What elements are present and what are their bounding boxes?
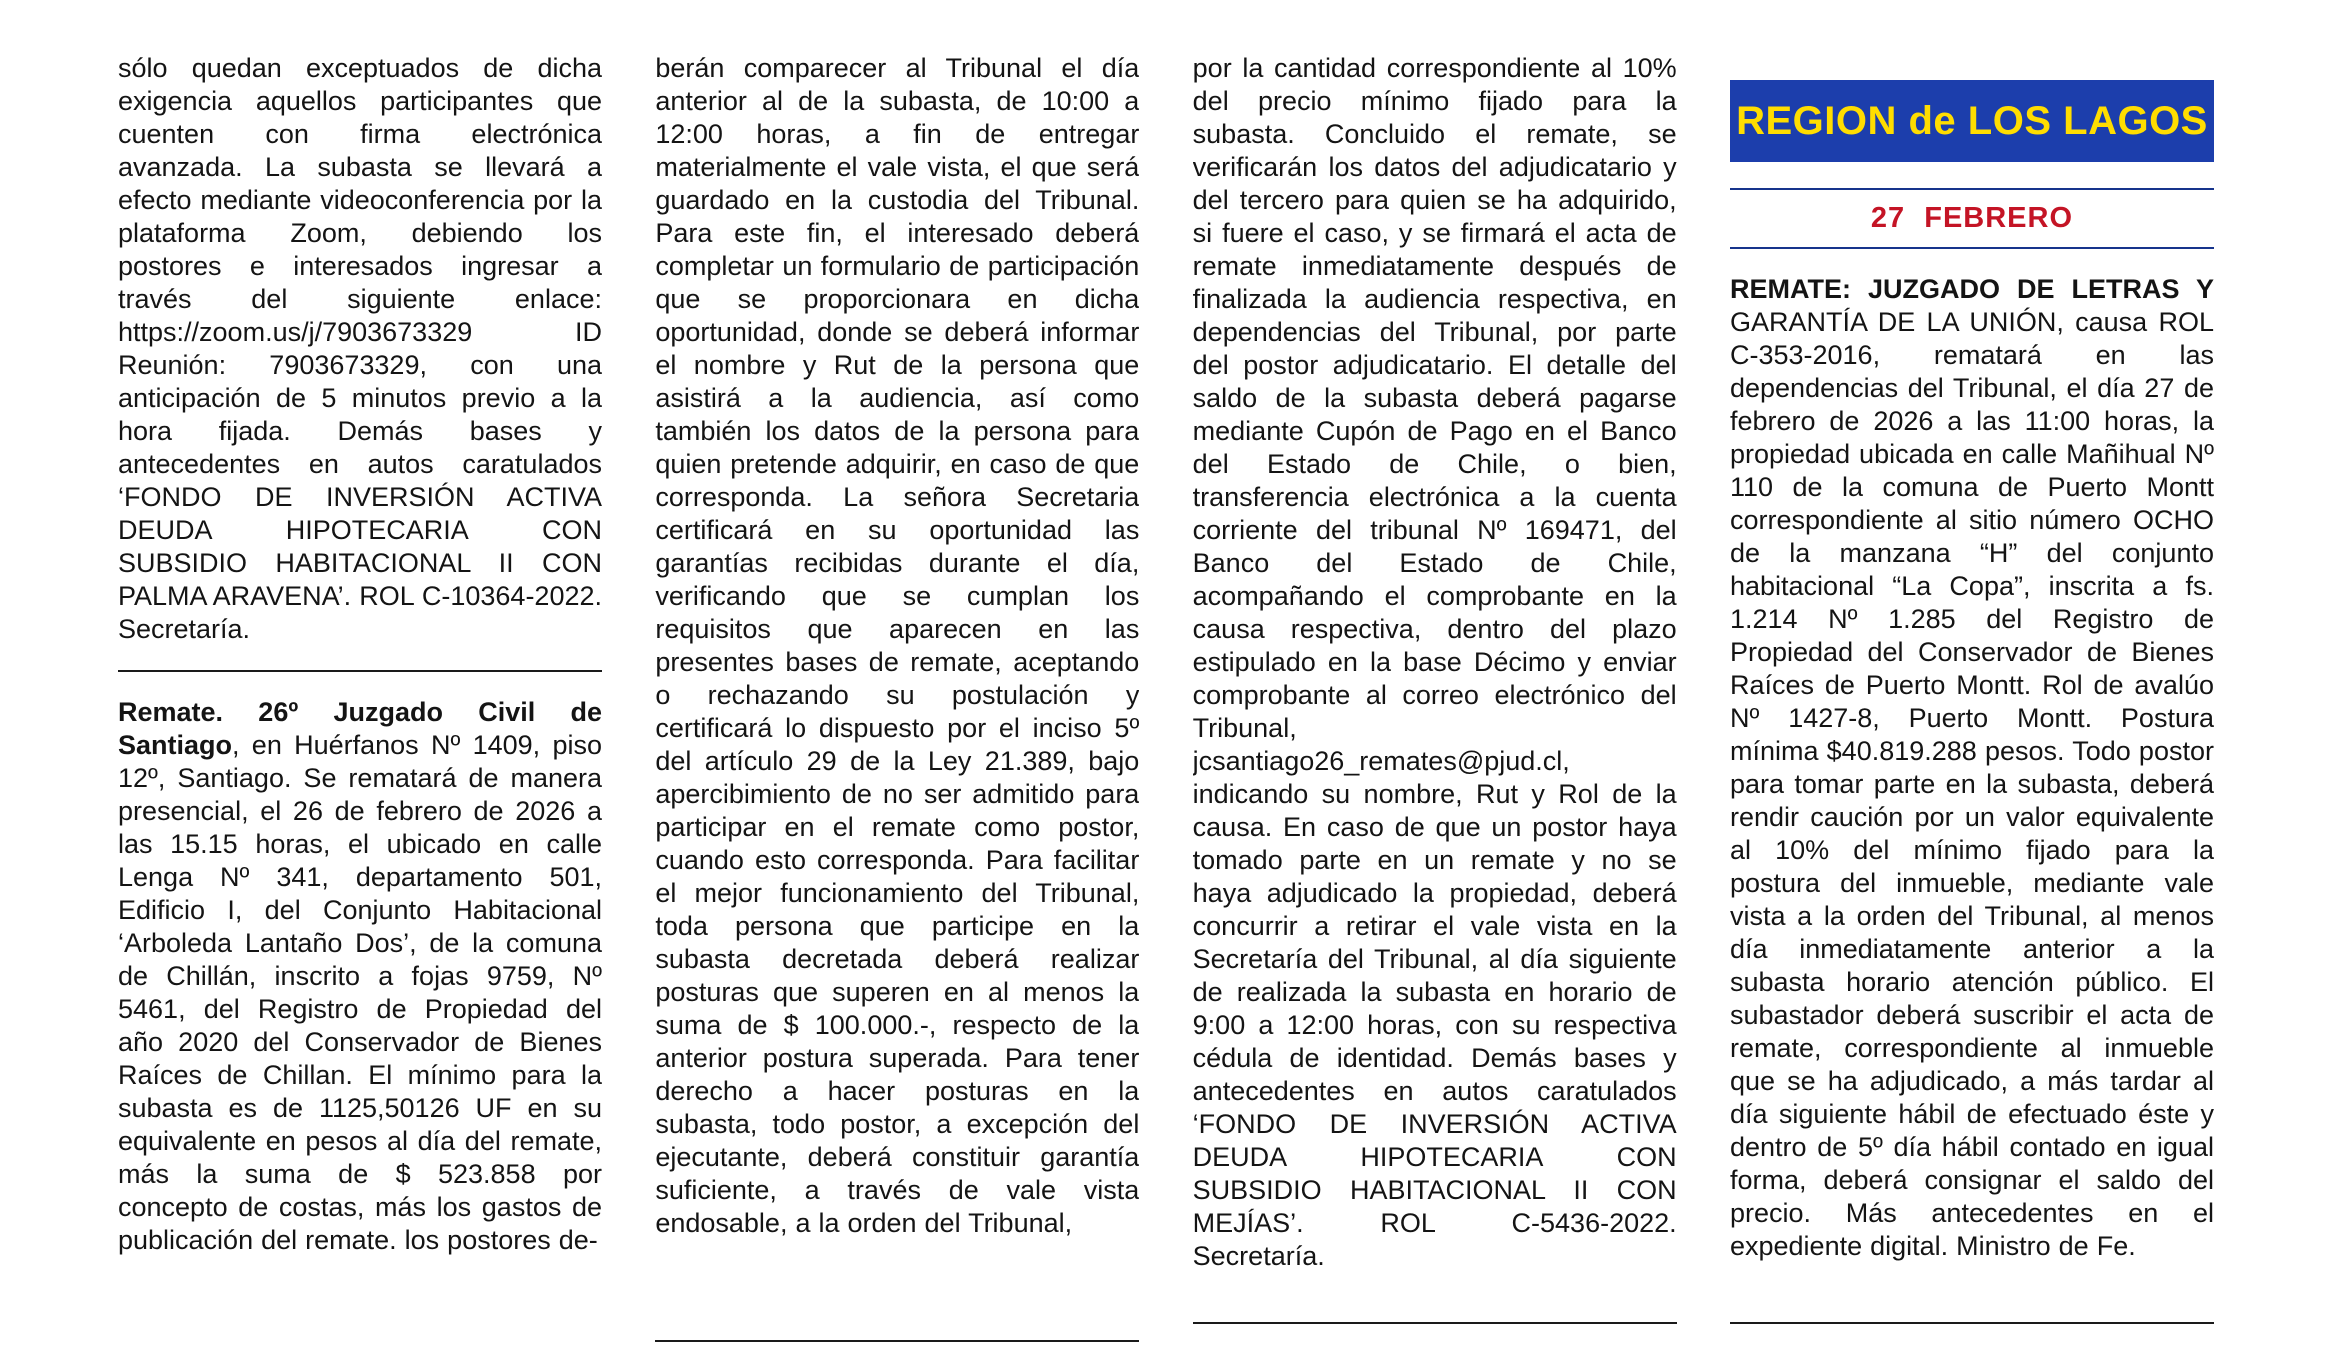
notice-body-text [655,52,1139,1240]
notice-body: berán comparecer al Tribunal el día anterior al de la subasta, de 10:00 a 12:00 horas, a fin de entregar materialmente el vale vista, el que será guardado en la custodia del Tribunal. Para este fin, el interesado deberá completar un formulario de participación que se proporcionara en dicha oportunidad, donde se deberá informar el nombre y Rut de la persona que asistirá a la audiencia, así como también los datos de la persona para quien pretende adquirir, en caso de que corresponda. La señora Secretaria certificará en su oportunidad las garantías recibidas durante el día, verificando que se cumplan los requisitos que aparecen en las presentes bases de remate, aceptando o rechazando su postulación y certificará lo dispuesto por el inciso 5º del artículo 29 de la Ley 21.389, bajo apercibimiento de no ser admitido para participar en el remate como postor, cuando esto corresponda. Para facilitar el mejor funcionamiento del Tribunal, toda persona que participe en la subasta decretada deberá realizar posturas que superen en al menos la suma de $ 100.000.-, respecto de la anterior postura superada. Para tener derecho a hacer posturas en la subasta, todo postor, a excepción del ejecutante, deberá constituir garantía suficiente, a través de vale vista endosable, a la orden del Tribunal, [655,53,1140,1238]
article-divider [118,670,602,672]
legal-notice-zoom-auction [118,52,602,646]
column-1 [118,52,602,1348]
legal-notice-continuation [1193,52,1677,1273]
notice-body-text [118,696,602,1257]
legal-notice-la-union [1730,273,2214,1263]
article-divider [655,1340,1139,1342]
article-divider [1730,1322,2214,1324]
notice-lead: Remate. 26º Juzgado Civil de Santiago [118,697,602,760]
column-4 [1730,52,2214,1348]
legal-notice-continuation [655,52,1139,1240]
column-3 [1193,52,1677,1348]
column-2 [655,52,1139,1348]
notice-body-text [118,52,602,646]
notice-lead: REMATE: JUZGADO DE LETRAS Y [1729,274,2214,304]
article-divider [1193,1322,1677,1324]
notice-body: , en Huérfanos Nº 1409, piso 12º, Santiago. Se rematará de manera presencial, el 26 de febrero de 2026 a las 15.15 horas, el ubicado en calle Lenga Nº 341, departamento 501, Edificio I, del Conjunto Habitacional ‘Arboleda Lantaño Dos’, de la comuna de Chillán, inscrito a fojas 9759, Nº 5461, del Registro de Propiedad del año 2020 del Conservador de Bienes Raíces de Chillan. El mínimo para la subasta es de 1125,50126 UF en su equivalente en pesos al día del remate, más la suma de $ 523.858 por concepto de costas, más los gastos de publicación del remate. los postores de- [118,730,602,1255]
notice-body: por la cantidad correspondiente al 10% del precio mínimo fijado para la subasta. Concluido el remate, se verificarán los datos del adjudicatario y del tercero para quien se ha adquirido, si fuere el caso, y se firmará el acta de remate inmediatamente después de finalizada la audiencia respectiva, en dependencias del Tribunal, por parte del postor adjudicatario. El detalle del saldo de la subasta deberá pagarse mediante Cupón de Pago en el Banco del Estado de Chile, o bien, transferencia electrónica a la cuenta corriente del tribunal Nº 169471, del Banco del Estado de Chile, acompañando el comprobante en la causa respectiva, dentro del plazo estipulado en la base Décimo y enviar comprobante al correo electrónico del Tribunal, jcsantiago26_remates@pjud.cl, indicando su nombre, Rut y Rol de la causa. En caso de que un postor haya tomado parte en un remate y no se haya adjudicado la propiedad, deberá concurrir a retirar el vale vista en la Secretaría del Tribunal, al día siguiente de realizada la subasta en horario de 9:00 a 12:00 horas, con su respectiva cédula de identidad. Demás bases y antecedentes en autos caratulados ‘FONDO DE INVERSIÓN ACTIVA DEUDA HIPOTECARIA CON SUBSIDIO HABITACIONAL II CON MEJÍAS’. ROL C-5436-2022. Secretaría. [1192,53,1677,1271]
date-rule-bottom [1730,247,2214,249]
notice-body-text [1730,273,2214,1263]
region-banner: REGION de LOS LAGOS [1730,80,2214,162]
date-rule-top [1730,188,2214,190]
legal-notice-26-juzgado-civil [118,696,602,1257]
notice-body: sólo quedan exceptuados de dicha exigencia aquellos participantes que cuenten con firma electrónica avanzada. La subasta se llevará a efecto mediante videoconferencia por la plataforma Zoom, debiendo los postores e interesados ingresar a través del siguiente enlace: https://zoom.us/j/7903673329 ID Reunión: 7903673329, con una anticipación de 5 minutos previo a la hora fijada. Demás bases y antecedentes en autos caratulados ‘FONDO DE INVERSIÓN ACTIVA DEUDA HIPOTECARIA CON SUBSIDIO HABITACIONAL II CON PALMA ARAVENA’. ROL C-10364-2022. Secretaría. [118,53,602,644]
notice-body-text [1193,52,1677,1273]
notice-body: GARANTÍA DE LA UNIÓN, causa ROL C-353-2016, rematará en las dependencias del Tribunal, el día 27 de febrero de 2026 a las 11:00 horas, la propiedad ubicada en calle Mañihual Nº 110 de la comuna de Puerto Montt correspondiente al sitio número OCHO de la manzana “H” del conjunto habitacional “La Copa”, inscrita a fs. 1.214 Nº 1.285 del Registro de Propiedad del Conservador de Bienes Raíces de Puerto Montt. Rol de avalúo Nº 1427-8, Puerto Montt. Postura mínima $40.819.288 pesos. Todo postor para tomar parte en la subasta, deberá rendir caución por un valor equivalente al 10% del mínimo fijado para la postura del inmueble, mediante vale vista a la orden del Tribunal, al menos día inmediatamente anterior a la subasta horario atención público. El subastador deberá suscribir el acta de remate, correspondiente al inmueble que se ha adjudicado, a más tardar al día siguiente hábil de efectuado éste y dentro de 5º día hábil contado en igual forma, deberá consignar el saldo del precio. Más antecedentes en el expediente digital. Ministro de Fe. [1729,307,2214,1261]
date-heading: 27 FEBRERO [1870,202,2074,234]
